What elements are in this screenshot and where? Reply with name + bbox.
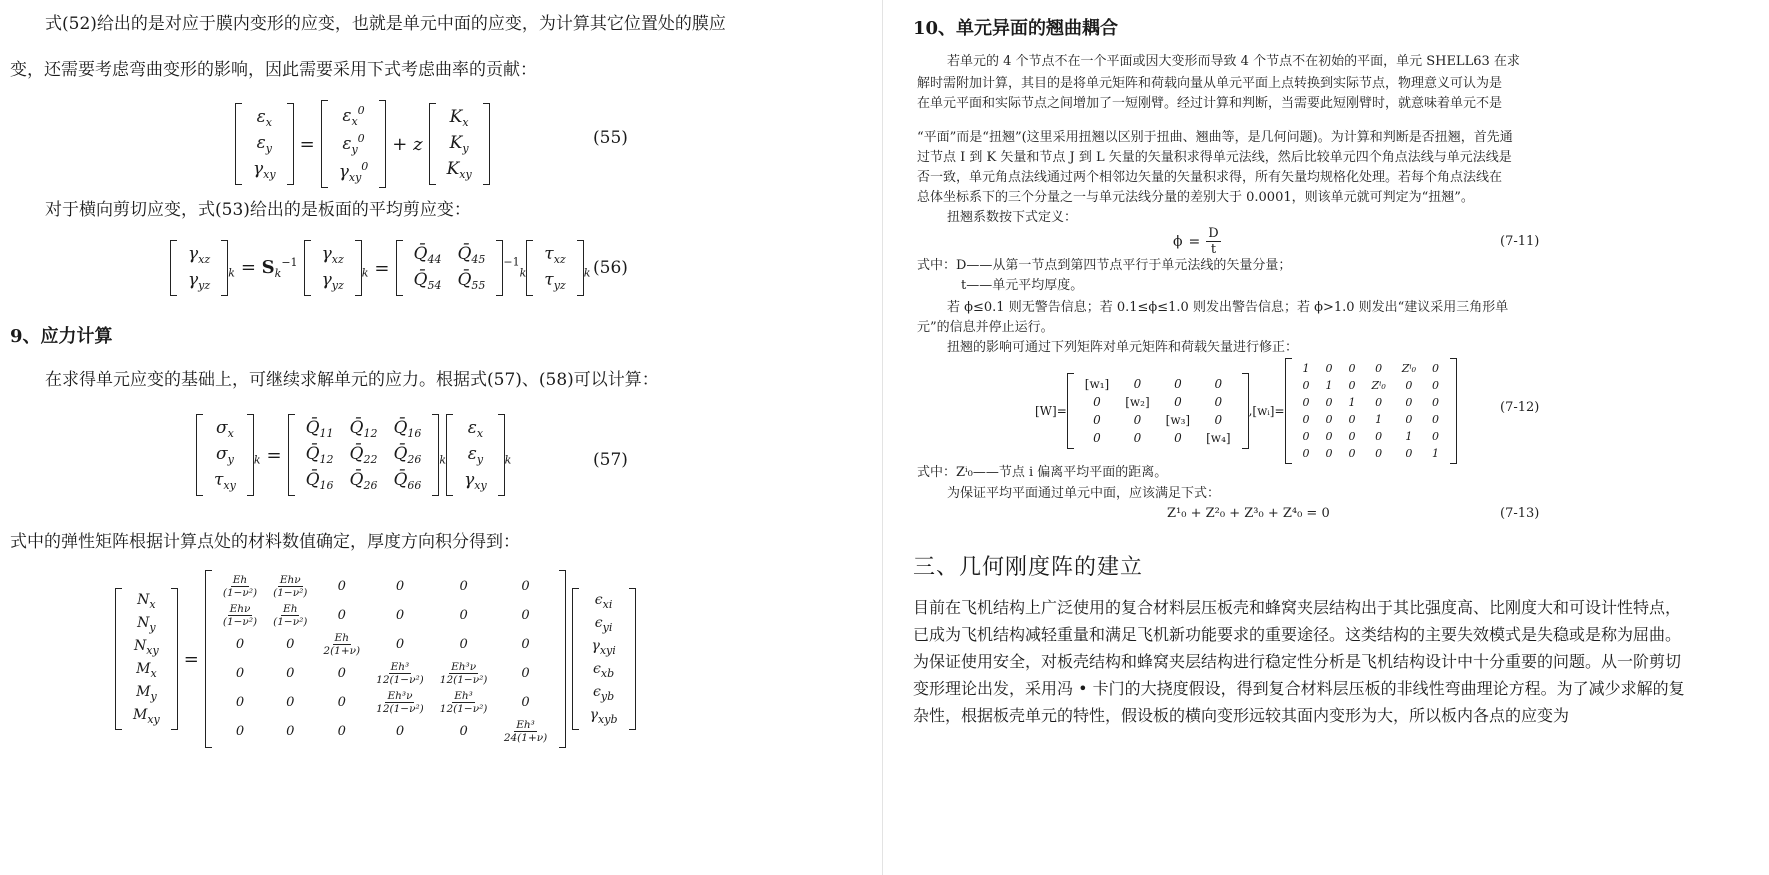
equation-55-number: (55) xyxy=(593,128,628,148)
matrix-intro: 扭翘的影响可通过下列矩阵对单元矩阵和荷载矢量进行修正： xyxy=(947,340,1299,355)
scan-line-6: 否一致，单元角点法线通过两个相邻边矢量的矢量积求得，所有矢量均规格化处理。若每个角点法线在 xyxy=(917,170,1503,185)
body-line-2: 已成为飞机结构减轻重量和满足飞机新功能要求的重要途径。这类结构的主要失效模式是失稳或是称为屈曲。 xyxy=(913,625,1682,644)
scan-line-2: 解时需附加计算，其目的是将单元矩阵和荷载向量从单元平面上点转换到实际节点，物理意义可认为是 xyxy=(917,76,1503,91)
equation-55: $\varepsilon_x$ $\varepsilon_y$ $\gamma_{xy}$ = $\varepsilon_x^0$ $\varepsilon_y^0$ $\gamma_{xy}^0$ + z $K_x$ $K_y$ $K_{xy}$ xyxy=(235,100,490,188)
paragraph-4: 式中的弹性矩阵根据计算点处的材料数值确定，厚度方向积分得到： xyxy=(10,532,520,552)
where-t: t——单元平均厚度。 xyxy=(961,278,1084,293)
body-line-5: 杂性，根据板壳单元的特性，假设板的横向变形远较其面内变形为大，所以板内各点的应变为 xyxy=(913,706,1570,725)
chapter-3-heading: 三、几何刚度阵的建立 xyxy=(913,555,1144,580)
scan-line-5: 过节点 I 到 K 矢量和节点 J 到 L 矢量的矢量积求得单元法线，然后比较单元四个角点法线与单元法线是 xyxy=(917,150,1512,165)
scan-line-7: 总体坐标系下的三个分量之一与单元法线分量的差别大于 0.0001，则该单元就可判定为“扭翘”。 xyxy=(917,190,1474,205)
warning-line-2: 元”的信息并停止运行。 xyxy=(917,320,1054,335)
equation-56-number: (56) xyxy=(593,258,628,278)
paragraph-1-line-2: 变，还需要考虑弯曲变形的影响，因此需要采用下式考虑曲率的贡献： xyxy=(10,60,537,80)
scan-line-1: 若单元的 4 个节点不在一个平面或因大变形而导致 4 个节点不在初始的平面，单元 SHELL63 在求 xyxy=(947,54,1520,69)
equation-7-11: ϕ = $\frac{D}{t}$ xyxy=(1173,226,1219,257)
warning-line-1: 若 ϕ≤0.1 则无警告信息；若 0.1≤ϕ≤1.0 则发出警告信息；若 ϕ>1.0 则发出“建议采用三角形单 xyxy=(947,300,1509,315)
body-line-3: 为保证使用安全，对板壳结构和蜂窝夹层结构进行稳定性分析是飞机结构设计中十分重要的问题。从一阶剪切 xyxy=(913,652,1682,671)
equation-7-13-number: (7-13) xyxy=(1500,506,1540,521)
body-line-1: 目前在飞机结构上广泛使用的复合材料层压板壳和蜂窝夹层结构出于其比强度高、比刚度大和可设计性特点， xyxy=(913,598,1682,617)
ensure-line: 为保证平均平面通过单元中面，应该满足下式： xyxy=(947,486,1221,501)
section-10-heading: 10、单元异面的翘曲耦合 xyxy=(913,18,1119,39)
scan-line-4: “平面”而是“扭翘”(这里采用扭翘以区别于扭曲、翘曲等，是几何问题)。为计算和判断是否扭翘，首先通 xyxy=(917,130,1513,145)
paragraph-3: 在求得单元应变的基础上，可继续求解单元的应力。根据式(57)、(58)可以计算： xyxy=(45,370,659,390)
paragraph-2: 对于横向剪切应变，式(53)给出的是板面的平均剪应变： xyxy=(45,200,471,220)
paragraph-1-line-1: 式(52)给出的是对应于膜内变形的应变，也就是单元中面的应变，为计算其它位置处的膜应 xyxy=(45,14,726,34)
equation-7-13: Z¹₀ + Z²₀ + Z³₀ + Z⁴₀ = 0 xyxy=(1167,506,1330,521)
scan-line-3: 在单元平面和实际节点之间增加了一短刚臂。经过计算和判断，当需要此短刚臂时，就意味着单元不是 xyxy=(917,96,1503,111)
left-page xyxy=(0,0,880,875)
scan-line-8: 扭翘系数按下式定义： xyxy=(947,210,1078,225)
section-9-heading: 9、应力计算 xyxy=(10,326,113,347)
equation-7-12-number: (7-12) xyxy=(1500,400,1540,415)
page-divider xyxy=(882,0,883,875)
right-page xyxy=(885,0,1769,875)
where-z: 式中：Zⁱ₀——节点 i 偏离平均平面的距离。 xyxy=(917,465,1168,480)
equation-7-11-number: (7-11) xyxy=(1500,234,1540,249)
where-d: 式中：D——从第一节点到第四节点平行于单元法线的矢量分量； xyxy=(917,258,1292,273)
equation-56: $\gamma_{xz}$ $\gamma_{yz}$ $_k = S_k^{-1}$ $\gamma_{xz}$ $\gamma_{yz}$ $_k$ = $Q̄_{44}$ $Q̄_{45}$ $Q̄_{54}$ $Q̄_{55}$ $^{-1}_k$ $\tau_{xz}$ $\tau_{yz}$ $_k$ xyxy=(170,240,590,296)
body-line-4: 变形理论出发，采用冯 • 卡门的大挠度假设，得到复合材料层压板的非线性弯曲理论方程。为了减少求解的复 xyxy=(913,679,1685,698)
equation-7-12: [W]= [w₁] 0 0 0 0 [w₂] 0 0 0 0 [w₃] 0 0 0 0 [w₄] ,[wᵢ]= 1 0 0 0 Zⁱ₀ 0 0 1 0 Zⁱ₀ 0 0 0 0 1 0 0 0 0 0 0 1 0 0 0 0 0 0 1 0 0 0 0 0 0 1 xyxy=(1035,358,1457,464)
equation-57: $\sigma_x$ $\sigma_y$ $\tau_{xy}$ $_k$ = $Q̄_{11}$ $Q̄_{12}$ $Q̄_{16}$ $Q̄_{12}$ $Q̄_{22}$ $Q̄_{26}$ $Q̄_{16}$ $Q̄_{26}$ $Q̄_{66}$ $_k$ $\varepsilon_x$ $\varepsilon_y$ $\gamma_{xy}$ $_k$ xyxy=(196,414,511,496)
equation-57-number: (57) xyxy=(593,450,628,470)
equation-58-stiffness-matrix: $N_x$ $N_y$ $N_{xy}$ $M_x$ $M_y$ $M_{xy}$ = $\frac{Eh}{\text{(1−ν²)}}$ $\frac{\text{Ehν}}{\text{(1−ν²)}}$ 0 0 0 0 $\frac{\text{Ehν}}{\text{(1−ν²)}}$ $\frac{Eh}{\text{(1−ν²)}}$ 0 0 0 0 0 0 $\frac{Eh}{2(1+\nu)}$ 0 0 0 0 0 0 $\frac{\text{Eh³}}{\text{12(1−ν²)}}$ $\frac{\text{Eh³ν}}{\text{12(1−ν²)}}$ 0 0 0 0 $\frac{\text{Eh³ν}}{\text{12(1−ν²)}}$ $\frac{\text{Eh³}}{\text{12(1−ν²)}}$ 0 0 0 0 0 0 $\frac{\text{Eh³}}{24(1+\nu)}$ $\epsilon_{xi}$ $\epsilon_{yi}$ $\gamma_{xyi}$ $\epsilon_{xb}$ $\epsilon_{yb}$ $\gamma_{xyb}$ xyxy=(115,570,636,748)
